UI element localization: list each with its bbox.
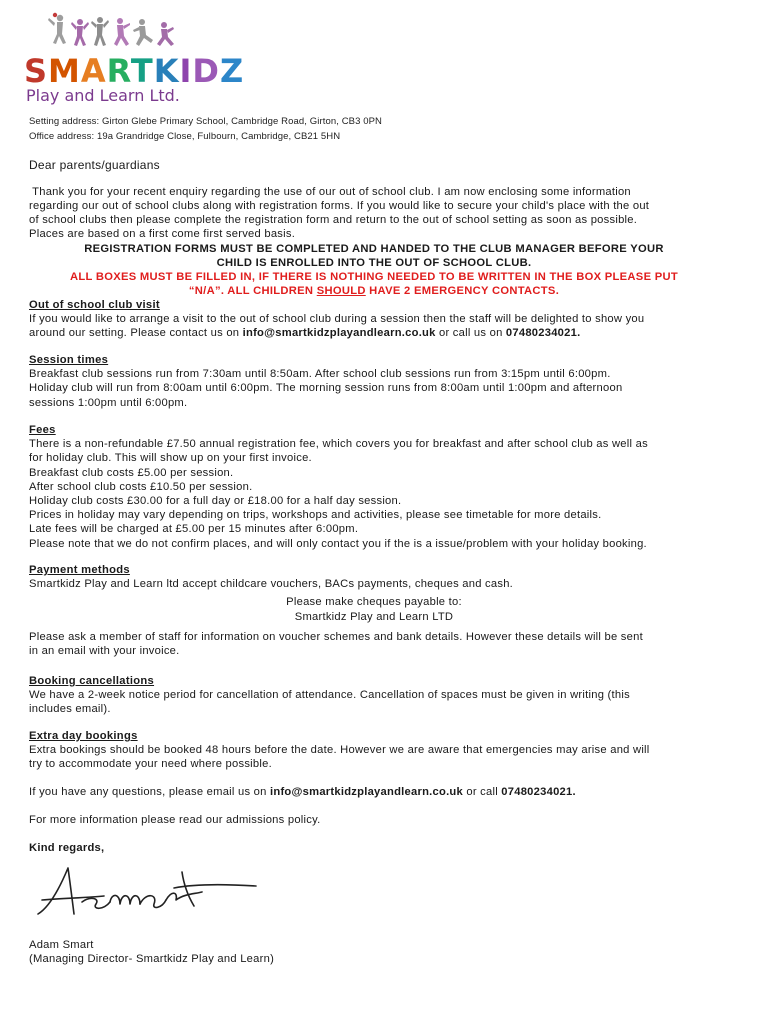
section-line: sessions 1:00pm until 6:00pm.	[29, 396, 188, 409]
setting-address: Setting address: Girton Glebe Primary School, Cambridge Road, Girton, CB3 0PN	[29, 116, 383, 127]
section-heading: Booking cancellations	[29, 675, 155, 687]
section-line: There is a non-refundable £7.50 annual registration fee, which covers you for breakfast and after school club as well as	[29, 438, 648, 451]
greeting: Dear parents/guardians	[29, 158, 160, 172]
more-info-line: For more information please read our admissions policy.	[29, 814, 321, 826]
section-line: Breakfast club sessions run from 7:30am until 8:50am. After school club sessions run from 3:15pm until 6:00pm.	[29, 368, 611, 381]
intro-line: regarding our out of school clubs along with registration forms. If you would like to secure your child's place with the out	[29, 200, 650, 212]
section-heading: Payment methods	[29, 564, 130, 576]
notice-text: “N/A”. ALL CHILDREN	[188, 285, 317, 297]
notice-line: CHILD IS ENROLLED INTO THE OUT OF SCHOOL CLUB.	[216, 257, 532, 269]
section-text: If you have any questions, please email us on	[29, 786, 270, 798]
section-cancellations	[29, 674, 729, 717]
section-line: After school club costs £10.50 per session.	[29, 480, 253, 493]
section-heading: Session times	[29, 354, 109, 366]
section-line: Late fees will be charged at £5.00 per 15 minutes after 6:00pm.	[29, 523, 359, 536]
section-heading: Fees	[29, 424, 56, 436]
intro-line: of school clubs then please complete the registration form and return to the out of school setting as soon as possible.	[29, 214, 638, 226]
section-line: Holiday club will run from 8:00am until 6:00pm. The morning session runs from 8:00am until 1:00pm and afternoon	[29, 382, 623, 395]
children-silhouettes-icon	[22, 10, 245, 106]
email-link[interactable]: info@smartkidzplayandlearn.co.uk	[270, 786, 463, 798]
section-fees	[29, 423, 729, 551]
registration-notice	[29, 242, 719, 270]
svg-text:Play and Learn Ltd.: Play and Learn Ltd.	[26, 86, 180, 105]
questions-line	[29, 785, 729, 799]
section-text: or call us on	[435, 327, 506, 340]
notice-line	[29, 284, 719, 298]
notice-text: HAVE 2 EMERGENCY CONTACTS.	[365, 285, 560, 297]
section-line: Smartkidz Play and Learn ltd accept childcare vouchers, BACs payments, cheques and cash.	[29, 578, 514, 591]
phone-number: 07480234021.	[505, 327, 581, 340]
section-line: If you would like to arrange a visit to the out of school club during a session then the staff will be delighted to show you	[29, 313, 645, 326]
handwritten-signature-icon	[34, 862, 264, 932]
notice-line: REGISTRATION FORMS MUST BE COMPLETED AND HANDED TO THE CLUB MANAGER BEFORE YOUR	[84, 243, 664, 255]
closing: Kind regards,	[29, 842, 105, 854]
smartkidz-logo	[22, 10, 245, 106]
notice-line: ALL BOXES MUST BE FILLED IN, IF THERE IS NOTHING NEEDED TO BE WRITTEN IN THE BOX PLEASE PUT	[69, 271, 679, 283]
signatory-block	[29, 938, 729, 966]
cheque-payee-name: Smartkidz Play and Learn LTD	[294, 610, 454, 623]
section-line: try to accommodate your need where possible.	[29, 758, 272, 771]
intro-line: Places are based on a first come first served basis.	[29, 228, 296, 240]
email-link[interactable]: info@smartkidzplayandlearn.co.uk	[242, 327, 436, 340]
section-line: Breakfast club costs £5.00 per session.	[29, 466, 234, 479]
section-line: for holiday club. This will show up on your first invoice.	[29, 452, 312, 465]
section-heading: Extra day bookings	[29, 730, 138, 742]
section-line: in an email with your invoice.	[29, 645, 180, 658]
section-line: Holiday club costs £30.00 for a full day or £18.00 for a half day session.	[29, 495, 402, 508]
section-line: Please note that we do not confirm places, and will only contact you if the is a issue/problem with your holiday booking.	[29, 537, 647, 550]
section-sessions	[29, 353, 729, 410]
section-text: around our setting. Please contact us on	[29, 327, 243, 340]
phone-number: 07480234021.	[501, 786, 576, 798]
intro-line: Thank you for your recent enquiry regarding the use of our out of school club. I am now enclosing some information	[29, 186, 631, 198]
section-text: or call	[462, 786, 502, 798]
section-line: Extra bookings should be booked 48 hours before the date. However we are aware that emergencies may arise and will	[29, 744, 650, 757]
cheque-payee-label: Please make cheques payable to:	[286, 596, 462, 609]
signatory-name: Adam Smart	[29, 939, 94, 951]
section-line: Prices in holiday may vary depending on trips, workshops and activities, please see timetable for more details.	[29, 509, 602, 522]
questions-text	[29, 785, 729, 799]
office-address: Office address: 19a Grandridge Close, Fulbourn, Cambridge, CB21 5HN	[29, 131, 341, 142]
section-payment	[29, 563, 729, 658]
section-heading: Out of school club visit	[29, 299, 160, 311]
signatory-title: (Managing Director- Smartkidz Play and Learn)	[29, 953, 275, 966]
intro-paragraph	[29, 185, 719, 241]
section-line	[29, 326, 729, 340]
section-visit	[29, 298, 729, 341]
section-line: We have a 2-week notice period for cancellation of attendance. Cancellation of spaces must be given in writing (this	[29, 689, 630, 702]
section-extra-bookings	[29, 729, 729, 772]
boxes-notice	[29, 270, 719, 298]
svg-text:SMARTKIDZ: SMARTKIDZ	[24, 52, 245, 90]
section-line: includes email).	[29, 703, 111, 716]
notice-emphasis: SHOULD	[316, 285, 366, 297]
section-line: Please ask a member of staff for information on voucher schemes and bank details. However these details will be sent	[29, 630, 643, 643]
signature	[34, 862, 264, 932]
